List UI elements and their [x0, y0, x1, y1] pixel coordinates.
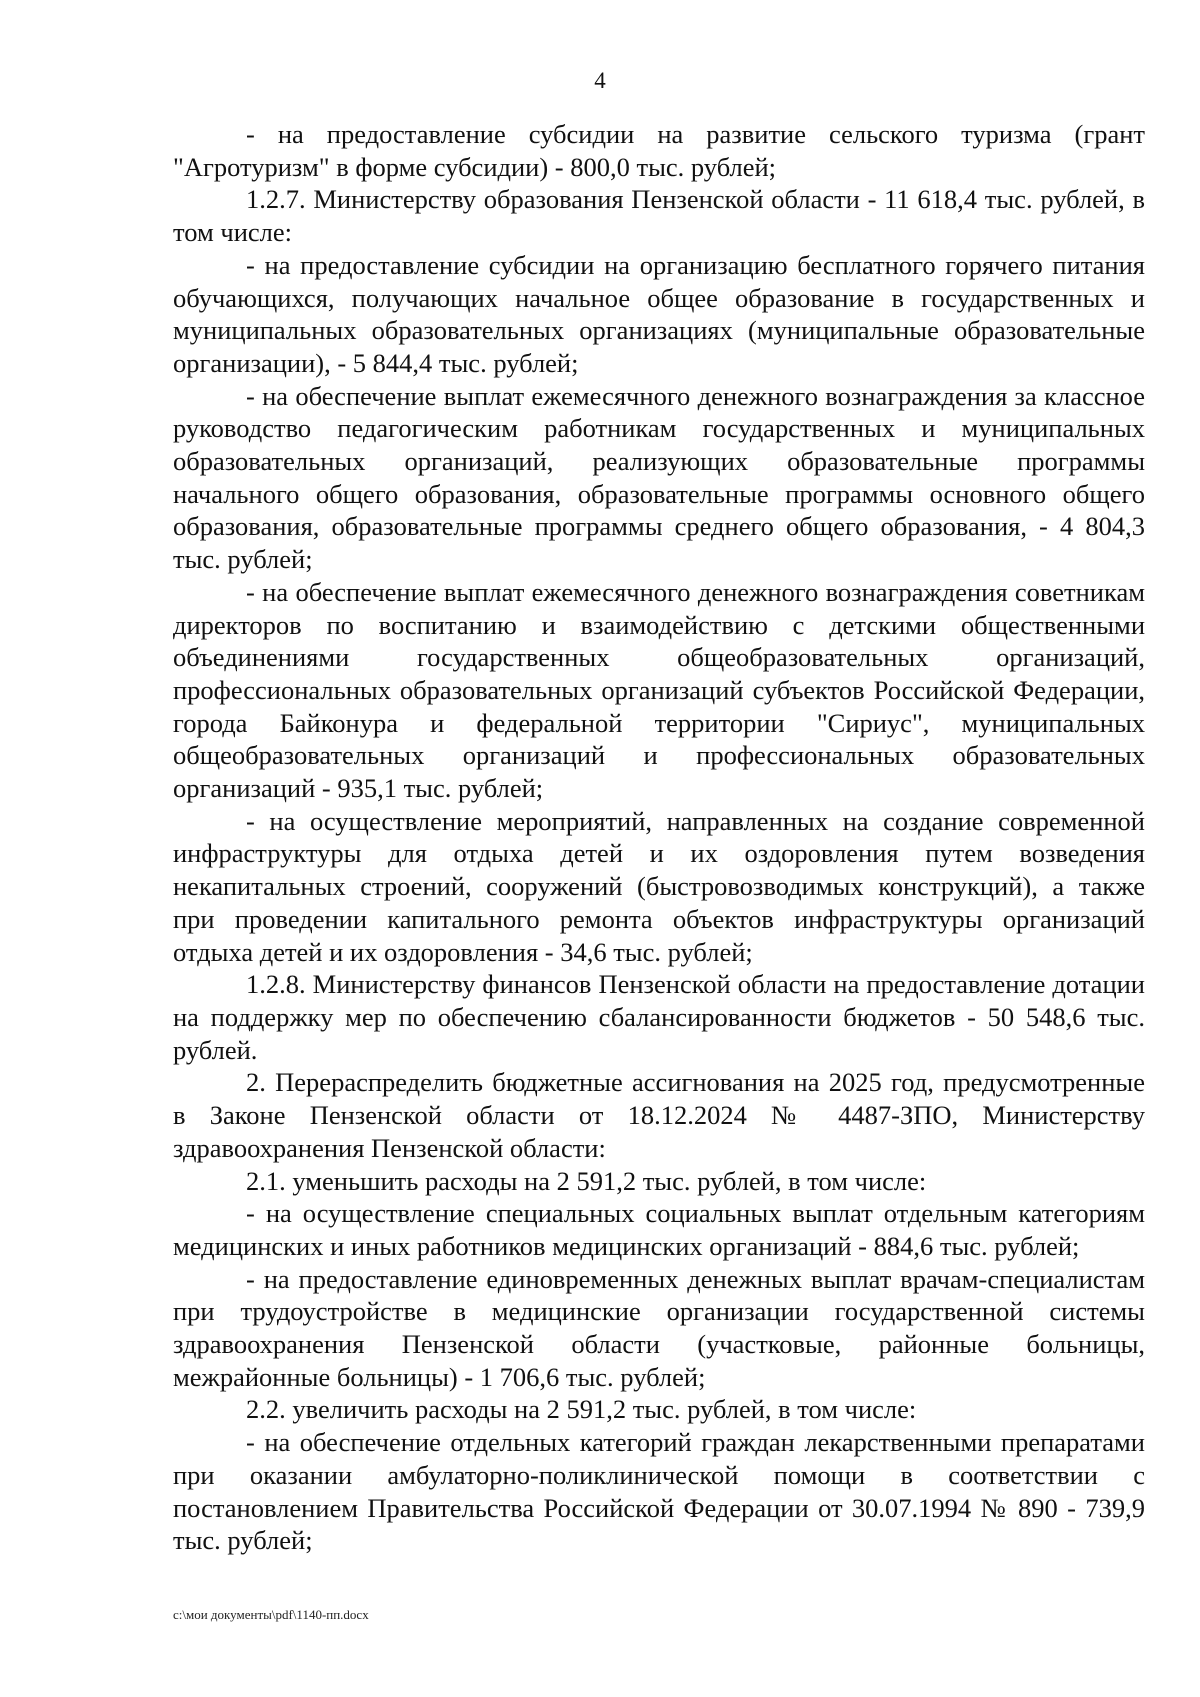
paragraph-director-advisors-payments: - на обеспечение выплат ежемесячного денежного вознаграждения советникам директоров по воспитанию и взаимодействию с детскими общественными объединениями государственных общеобразовательных организаций, профессиональных образовательных организаций субъектов Российской Федерации, города Байконура и федеральной территории "Сириус", муниципальных общеобразовательных организаций и профессиональных образовательных организаций - 935,1 тыс. рублей;	[173, 576, 1145, 804]
document-body	[173, 118, 1145, 1557]
paragraph-special-social-payments: - на осуществление специальных социальных выплат отдельным категориям медицинских и иных работников медицинских организаций - 884,6 тыс. рублей;	[173, 1198, 1145, 1261]
paragraph-medicines-provision: - на обеспечение отдельных категорий граждан лекарственными препаратами при оказании амбулаторно-поликлинической помощи в соответствии с постановлением Правительства Российской Федерации от 30.07.1994 № 890 - 739,9 тыс. рублей;	[173, 1427, 1145, 1556]
paragraph-hot-meals-subsidy: - на предоставление субсидии на организацию бесплатного горячего питания обучающихся, получающих начальное общее образование в государственных и муниципальных образовательных организациях (муниципальные образовательные организации), - 5 844,4 тыс. рублей;	[173, 249, 1145, 378]
paragraph-2-1-reduce-expenses: 2.1. уменьшить расходы на 2 591,2 тыс. рублей, в том числе:	[246, 1165, 927, 1196]
paragraph-1-2-8-finance-ministry: 1.2.8. Министерству финансов Пензенской области на предоставление дотации на поддержку мер по обеспечению сбалансированности бюджетов - 50 548,6 тыс. рублей.	[173, 969, 1145, 1065]
footer-file-path: c:\мои документы\pdf\1140-пп.docx	[173, 1607, 369, 1622]
paragraph-1-2-7-education-ministry: 1.2.7. Министерству образования Пензенской области - 11 618,4 тыс. рублей, в том числе:	[173, 184, 1145, 248]
paragraph-doctor-lump-sum-payments: - на предоставление единовременных денежных выплат врачам-специалистам при трудоустройстве в медицинские организации государственной системы здравоохранения Пензенской области (участковые, районные больницы, межрайонные больницы) - 1 706,6 тыс. рублей;	[173, 1263, 1145, 1392]
page-number: 4	[594, 68, 606, 93]
paragraph-class-teacher-payments: - на обеспечение выплат ежемесячного денежного вознаграждения за классное руководство педагогическим работникам государственных и муниципальных образовательных организаций, реализующих образовательные программы начального общего образования, образовательные программы основного общего образования, образовательные программы среднего общего образования, - 4 804,3 тыс. рублей;	[173, 380, 1145, 575]
paragraph-agrotourism-subsidy: - на предоставление субсидии на развитие сельского туризма (грант "Агротуризм" в форме субсидии) - 800,0 тыс. рублей;	[173, 119, 1145, 182]
paragraph-2-2-increase-expenses: 2.2. увеличить расходы на 2 591,2 тыс. рублей, в том числе:	[246, 1394, 917, 1425]
paragraph-2-redistribute-allocations: 2. Перераспределить бюджетные ассигнования на 2025 год, предусмотренные в Законе Пензенской области от 18.12.2024 № 4487-ЗПО, Министерству здравоохранения Пензенской области:	[173, 1067, 1145, 1163]
paragraph-children-recreation-infrastructure: - на осуществление мероприятий, направленных на создание современной инфраструктуры для отдыха детей и их оздоровления путем возведения некапитальных строений, сооружений (быстровозводимых конструкций), а также при проведении капитального ремонта объектов инфраструктуры организаций отдыха детей и их оздоровления - 34,6 тыс. рублей;	[173, 805, 1145, 967]
